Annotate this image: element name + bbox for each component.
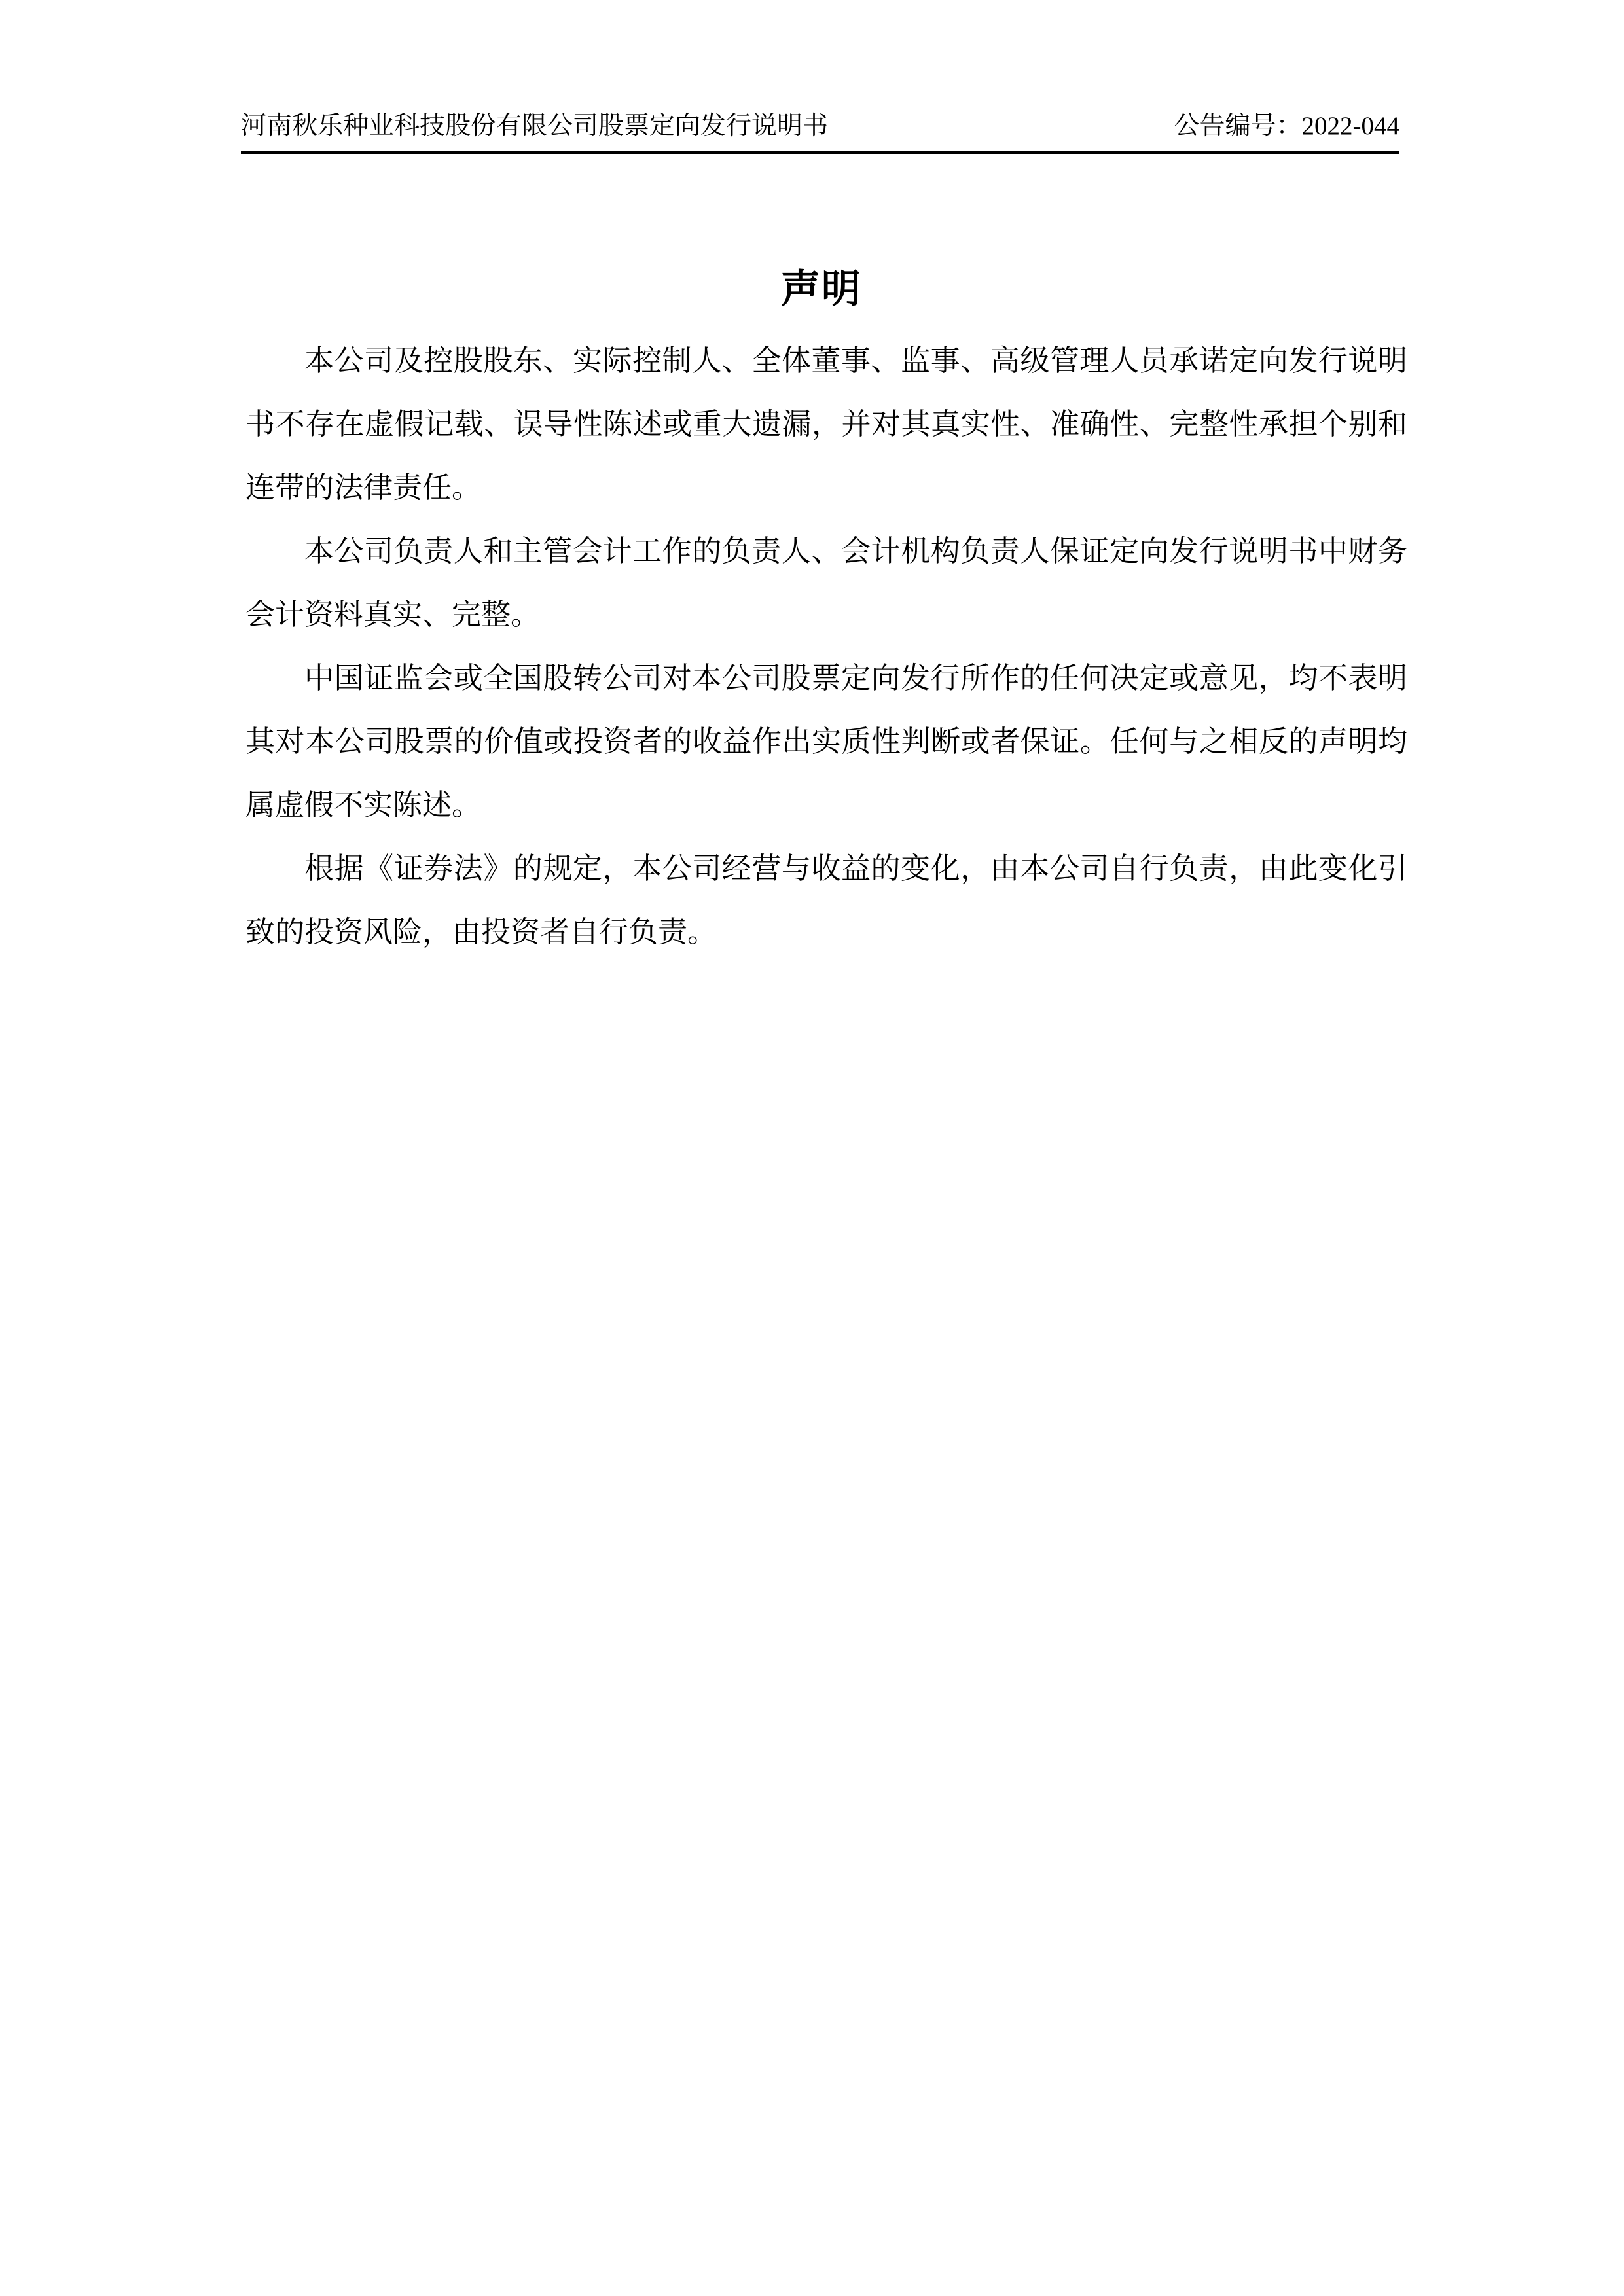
declaration-paragraph: 中国证监会或全国股转公司对本公司股票定向发行所作的任何决定或意见，均不表明其对本公司股票的价值或投资者的收益作出实质性判断或者保证。任何与之相反的声明均属虚假不实陈述。	[245, 662, 1407, 821]
declaration-paragraph: 本公司负责人和主管会计工作的负责人、会计机构负责人保证定向发行说明书中财务会计资料真实、完整。	[245, 535, 1407, 631]
document-name-text: 河南秋乐种业科技股份有限公司股票定向发行说明书	[241, 112, 829, 140]
declaration-paragraph: 本公司及控股股东、实际控制人、全体董事、监事、高级管理人员承诺定向发行说明书不存在虚假记载、误导性陈述或重大遗漏，并对其真实性、准确性、完整性承担个别和连带的法律责任。	[245, 344, 1407, 504]
declaration-body	[245, 329, 1407, 964]
declaration-paragraph: 根据《证券法》的规定，本公司经营与收益的变化，由本公司自行负责，由此变化引致的投资风险，由投资者自行负责。	[245, 852, 1407, 948]
header-divider-rule	[241, 151, 1399, 154]
announcement-number-text: 公告编号：2022-044	[1174, 112, 1399, 140]
page-title: 声明	[781, 268, 862, 311]
page-header	[241, 111, 1399, 151]
